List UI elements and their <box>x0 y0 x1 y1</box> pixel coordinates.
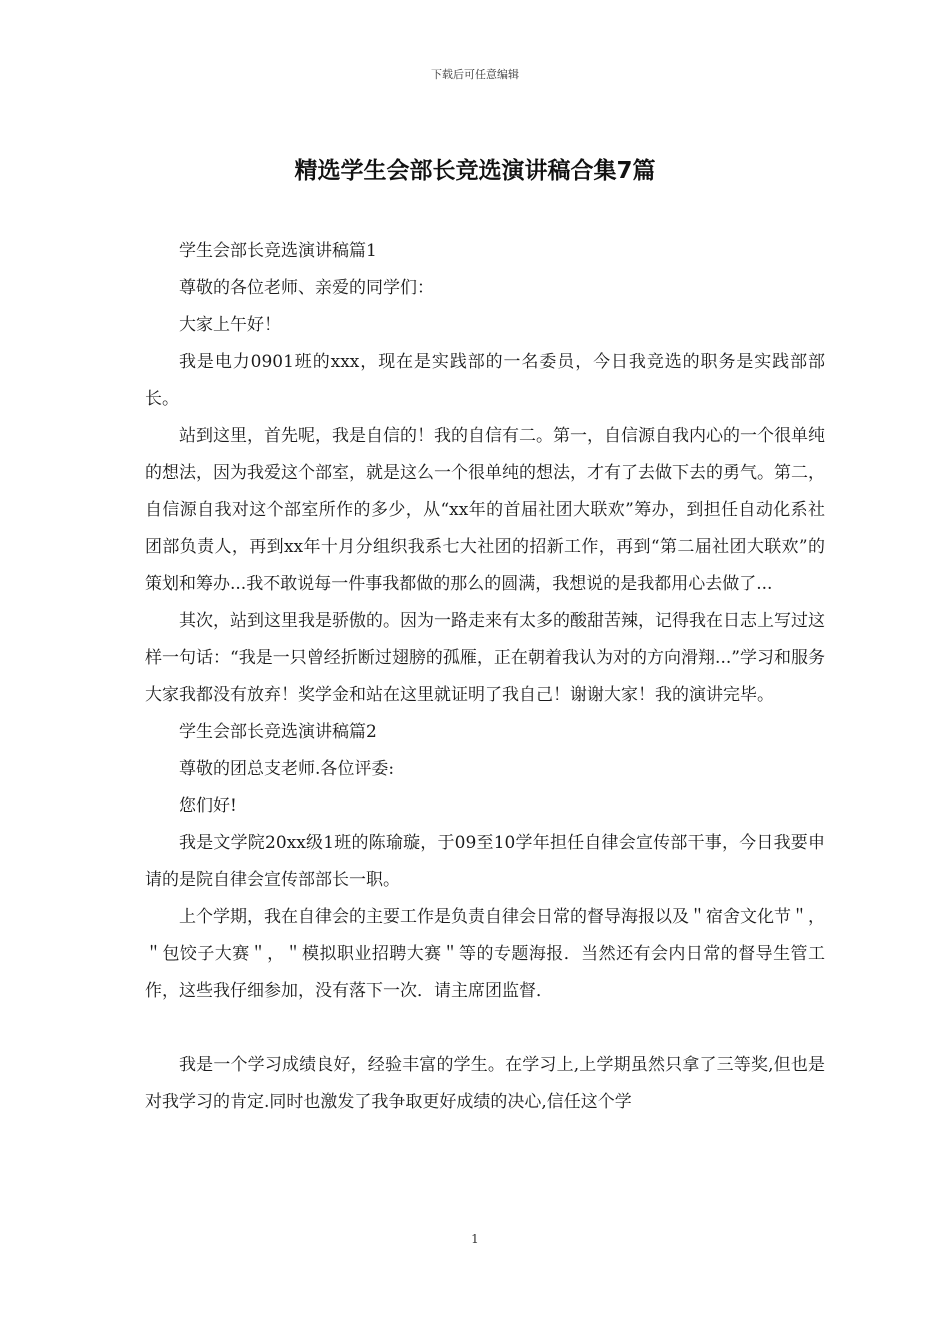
greeting-2: 您们好! <box>179 796 237 816</box>
page-number: 1 <box>471 1232 479 1246</box>
body-paragraph: 我是一个学习成绩良好，经验丰富的学生。在学习上,上学期虽然只拿了三等奖,但也是对我学习的肯定.同时也激发了我争取更好成绩的决心,信任这个学 <box>145 1055 825 1112</box>
document-title: 精选学生会部长竞选演讲稿合集7篇 <box>294 158 656 184</box>
body-paragraph: 我是电力0901班的xxx，现在是实践部的一名委员，今日我竞选的职务是实践部部长。 <box>145 352 825 409</box>
salutation-2: 尊敬的团总支老师.各位评委: <box>179 759 395 779</box>
body-paragraph: 上个学期，我在自律会的主要工作是负责自律会日常的督导海报以及＂宿舍文化节＂，＂包饺子大赛＂，＂模拟职业招聘大赛＂等的专题海报．当然还有会内日常的督导生管工作，这些我仔细参加，没有落下一次．请主席团监督． <box>145 907 825 1001</box>
section-heading-1: 学生会部长竞选演讲稿篇1 <box>179 241 377 261</box>
body-paragraph: 其次，站到这里我是骄傲的。因为一路走来有太多的酸甜苦辣，记得我在日志上写过这样一句话：“我是一只曾经折断过翅膀的孤雁，正在朝着我认为对的方向滑翔...”学习和服务大家我都没有放弃！奖学金和站在这里就证明了我自己！谢谢大家！我的演讲完毕。 <box>145 611 825 705</box>
document-body <box>145 233 825 1121</box>
salutation-1: 尊敬的各位老师、亲爱的同学们： <box>179 278 434 298</box>
greeting-1: 大家上午好！ <box>179 315 281 335</box>
page-header-note: 下载后可任意编辑 <box>431 68 519 81</box>
body-paragraph: 站到这里，首先呢，我是自信的！我的自信有二。第一，自信源自我内心的一个很单纯的想法，因为我爱这个部室，就是这么一个很单纯的想法，才有了去做下去的勇气。第二，自信源自我对这个部室所作的多少，从“xx年的首届社团大联欢”筹办，到担任自动化系社团部负责人，再到xx年十月分组织我系七大社团的招新工作，再到“第二届社团大联欢”的策划和筹办...我不敢说每一件事我都做的那么的圆满，我想说的是我都用心去做了... <box>145 426 825 594</box>
section-heading-2: 学生会部长竞选演讲稿篇2 <box>179 722 377 742</box>
body-paragraph: 我是文学院20xx级1班的陈瑜璇，于09至10学年担任自律会宣传部干事，今日我要申请的是院自律会宣传部部长一职。 <box>145 833 825 890</box>
